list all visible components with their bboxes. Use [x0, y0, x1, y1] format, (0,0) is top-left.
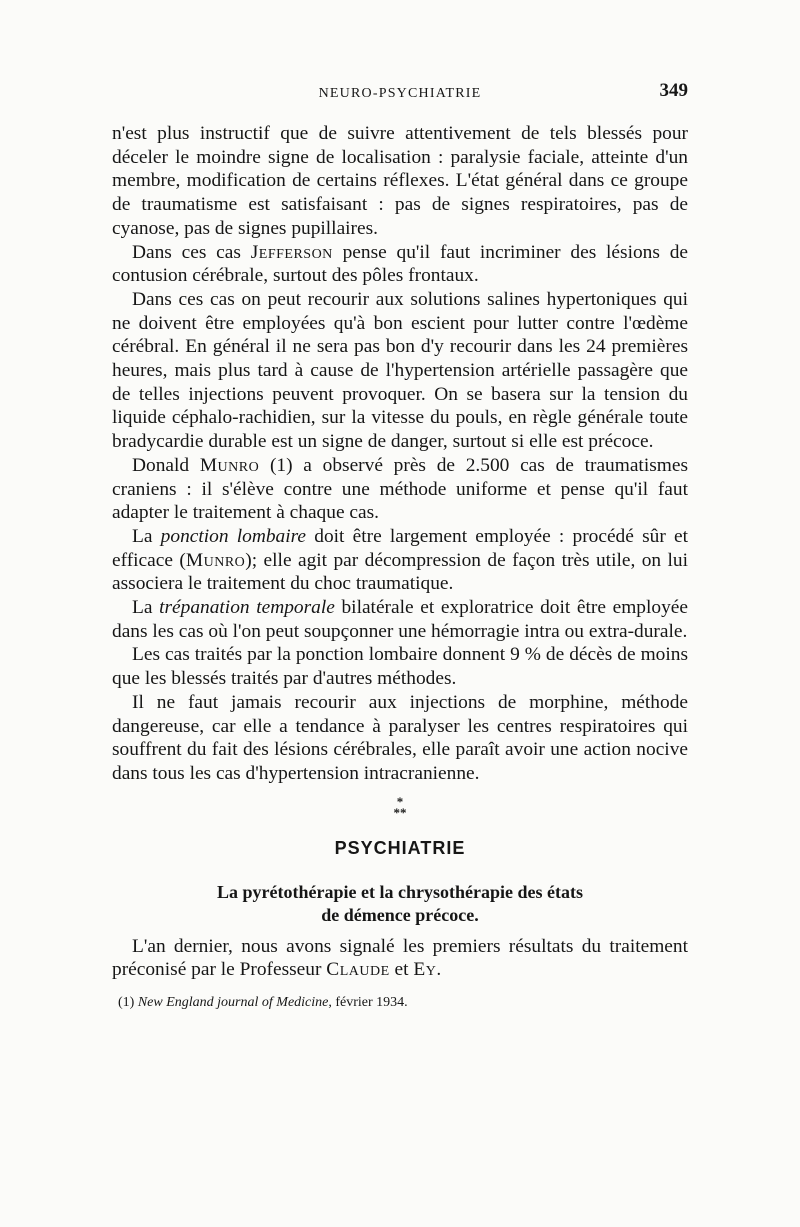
text: Dans ces cas: [132, 241, 251, 263]
text: bilatérale et exploratrice doit être employée dans les cas où l'on peut soupçonner une hémorragie intra ou extra-durale.: [112, 597, 688, 642]
text: L'an dernier, nous avons signalé les premiers résultats du traitement préconisé par le Professeur: [112, 935, 688, 981]
text: (1) a observé près de 2.500 cas de traumatismes craniens : il s'élève contre une méthode uniforme et pense qu'il faut adapter le traitement à chaque cas.: [112, 454, 688, 524]
paragraph-saline-solutions: Dans ces cas on peut recourir aux solutions salines hypertoniques qui ne doivent être employées qu'à bon escient pour lutter contre l'œdème cérébral. En général il ne sera pas bon d'y recourir dans les 24 premières heures, mais plus tard à cause de l'hypertension artérielle passagère que de telles injections peuvent provoquer. On se basera sur la tension du liquide céphalo-rachidien, sur la vitesse du pouls, en règle générale toute bradycardie durable est un signe de danger, surtout si elle est précoce.: [112, 288, 688, 453]
page-number: 349: [659, 80, 688, 101]
text: Donald: [132, 454, 200, 476]
footnote: [112, 994, 688, 1012]
text: La: [132, 525, 161, 547]
page-body: [112, 122, 688, 1012]
text: La: [132, 597, 160, 619]
section-title: PSYCHIATRIE: [334, 837, 466, 858]
author-name: Jefferson: [250, 241, 333, 263]
article-title-line: de démence précoce.: [321, 904, 479, 925]
emphasis: ponction lombaire: [160, 525, 307, 547]
paragraph-trepanation: [112, 596, 688, 643]
text: pense qu'il faut incriminer des lésions de contusion cérébrale, surtout des pôles frontaux.: [112, 241, 688, 287]
author-name: Munro: [199, 454, 260, 476]
paragraph-lumbar-puncture: [112, 525, 688, 596]
author-name: Claude: [326, 959, 390, 981]
asterism-divider: [112, 793, 688, 820]
emphasis: trépanation temporale: [159, 597, 335, 619]
paragraph-psychiatry-intro: [112, 935, 688, 982]
footnote-source: New England journal of Medicine: [137, 995, 329, 1011]
paragraph-morphine: Il ne faut jamais recourir aux injections de morphine, méthode dangereuse, car elle a tendance à paralyser les centres respiratoires qui souffrent du fait des lésions cérébrales, elle paraît avoir une action nocive dans tous les cas d'hypertension intracranienne.: [112, 691, 688, 784]
text: et: [389, 959, 414, 981]
author-name: Ey: [413, 959, 437, 981]
text: doit être largement employée : procédé sûr et efficace (: [112, 525, 688, 571]
footnote-marker: (1): [118, 995, 138, 1011]
article-title-line: La pyrétothérapie et la chrysothérapie des états: [217, 881, 583, 902]
asterism-bottom: **: [393, 804, 407, 820]
text: .: [436, 959, 442, 981]
paragraph-jefferson: [112, 241, 688, 288]
article-title: [112, 881, 688, 927]
asterism-top: *: [396, 793, 404, 809]
author-name: Munro: [185, 549, 246, 571]
running-title: NEURO-PSYCHIATRIE: [318, 86, 482, 101]
text: ); elle agit par décompression de façon très utile, on lui associera le traitement du choc traumatique.: [112, 549, 688, 595]
paragraph-munro: [112, 454, 688, 525]
page-header: [112, 80, 688, 108]
footnote-date: , février 1934.: [328, 995, 408, 1011]
paragraph-continuation: n'est plus instructif que de suivre attentivement de tels blessés pour déceler le moindre signe de localisation : paralysie faciale, atteinte d'un membre, modification de certains réflexes. L'état général dans ce groupe de traumatisme est satisfaisant : pas de signes respiratoires, pas de cyanose, pas de signes pupillaires.: [112, 123, 688, 239]
paragraph-statistics: Les cas traités par la ponction lombaire donnent 9 % de décès de moins que les blessés traités par d'autres méthodes.: [112, 644, 688, 690]
